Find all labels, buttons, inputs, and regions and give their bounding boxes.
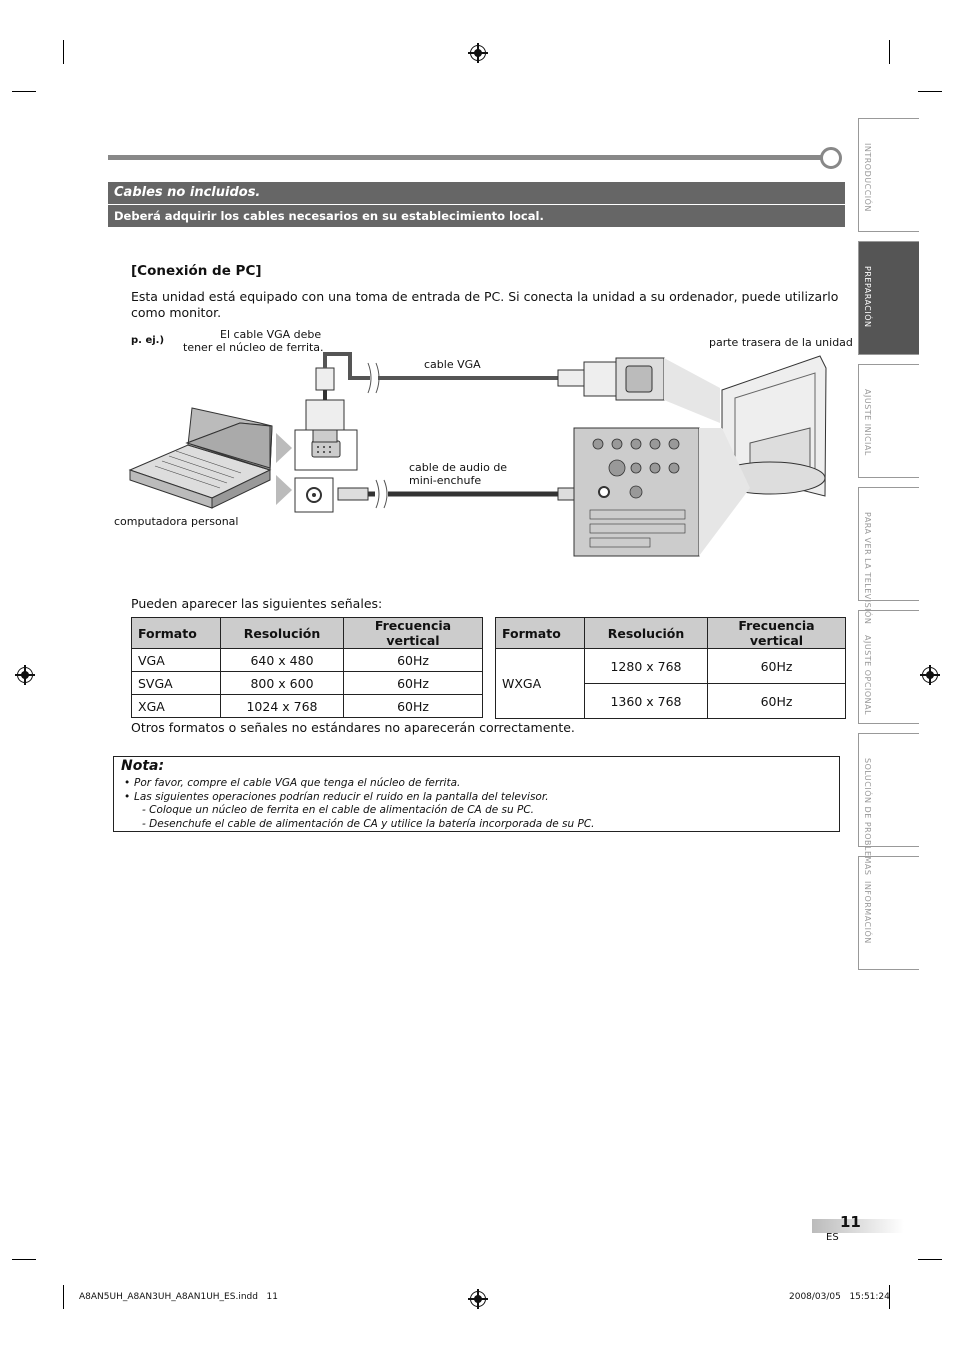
signals-table-right	[495, 617, 846, 719]
side-tab-informacion[interactable]: INFORMACIÓN	[858, 856, 919, 970]
ferrite-note-line2: tener el núcleo de ferrita.	[183, 341, 324, 354]
side-tab-solucion-de-problemas[interactable]: SOLUCIÓN DE PROBLEMAS	[858, 733, 919, 847]
crop-mark	[63, 1285, 64, 1309]
note-item: • Las siguientes operaciones podrían reducir el ruido en la pantalla del televisor.	[124, 791, 595, 805]
note-subitem: - Coloque un núcleo de ferrita en el cable de alimentación de CA de su PC.	[142, 804, 534, 816]
crop-mark	[12, 1259, 36, 1260]
header-rule-circle-icon	[820, 147, 842, 169]
table-header-resolution: Resolución	[585, 618, 708, 649]
crop-mark	[889, 40, 890, 64]
vga-cable-label: cable VGA	[424, 358, 481, 371]
banner-title: Cables no incluidos.	[108, 182, 845, 204]
table-row: XGA 1024 x 768 60Hz	[132, 695, 483, 718]
table-row: VGA 640 x 480 60Hz	[132, 649, 483, 672]
note-title: Nota:	[121, 758, 165, 774]
note-item: • Por favor, compre el cable VGA que tenga el núcleo de ferrita.	[124, 777, 595, 791]
laptop-icon	[130, 408, 272, 508]
registration-mark-icon	[17, 667, 33, 683]
table-row: 1360 x 768 60Hz	[496, 684, 846, 719]
page-number: 11	[840, 1213, 861, 1231]
note-list	[124, 777, 595, 831]
table-header-format: Formato	[496, 618, 585, 649]
signals-table-left	[131, 617, 483, 718]
section-intro: Esta unidad está equipado con una toma de entrada de PC. Si conecta la unidad a su ordenador, puede utilizarlo como monitor.	[131, 289, 839, 320]
side-tab-preparacion[interactable]: PREPARACIÓN	[858, 241, 919, 355]
signals-intro: Pueden aparecer las siguientes señales:	[131, 596, 383, 611]
registration-mark-icon	[470, 45, 486, 61]
crop-mark	[12, 91, 36, 92]
example-label: p. ej.)	[131, 335, 165, 346]
ferrite-note-line1: El cable VGA debe	[220, 328, 322, 341]
header-rule	[108, 155, 824, 160]
registration-mark-icon	[922, 667, 938, 683]
note-box	[113, 756, 840, 832]
crop-mark	[63, 40, 64, 64]
table-header-vfreq: Frecuencia vertical	[708, 618, 846, 649]
connection-diagram	[120, 348, 840, 563]
crop-mark	[918, 91, 942, 92]
side-tab-introduccion[interactable]: INTRODUCCIÓN	[858, 118, 919, 232]
note-subitem: - Desenchufe el cable de alimentación de CA y utilice la batería incorporada de su PC.	[142, 817, 595, 830]
table-header-vfreq: Frecuencia vertical	[344, 618, 483, 649]
other-formats-note: Otros formatos o señales no estándares no aparecerán correctamente.	[131, 720, 575, 735]
table-row: WXGA 1280 x 768 60Hz	[496, 649, 846, 684]
unit-back-label: parte trasera de la unidad	[709, 336, 853, 349]
registration-mark-icon	[470, 1291, 486, 1307]
pc-label: computadora personal	[114, 515, 239, 528]
side-tab-ajuste-opcional[interactable]: AJUSTE OPCIONAL	[858, 610, 919, 724]
table-header-resolution: Resolución	[221, 618, 344, 649]
table-header-format: Formato	[132, 618, 221, 649]
audio-cable-label-line1: cable de audio de	[409, 461, 508, 474]
table-row: SVGA 800 x 600 60Hz	[132, 672, 483, 695]
audio-cable-label-line2: mini-enchufe	[409, 474, 482, 487]
side-tab-para-ver-la-television[interactable]: PARA VER LA TELEVISIÓN	[858, 487, 919, 601]
section-heading: [Conexión de PC]	[131, 263, 262, 279]
language-code: ES	[826, 1232, 839, 1243]
footer-filename: A8AN5UH_A8AN3UH_A8AN1UH_ES.indd 11	[79, 1292, 278, 1302]
footer-timestamp: 2008/03/05 15:51:24	[789, 1292, 890, 1302]
crop-mark	[918, 1259, 942, 1260]
banner-subtitle: Deberá adquirir los cables necesarios en su establecimiento local.	[108, 205, 845, 227]
side-tab-ajuste-inicial[interactable]: AJUSTE INICIAL	[858, 364, 919, 478]
